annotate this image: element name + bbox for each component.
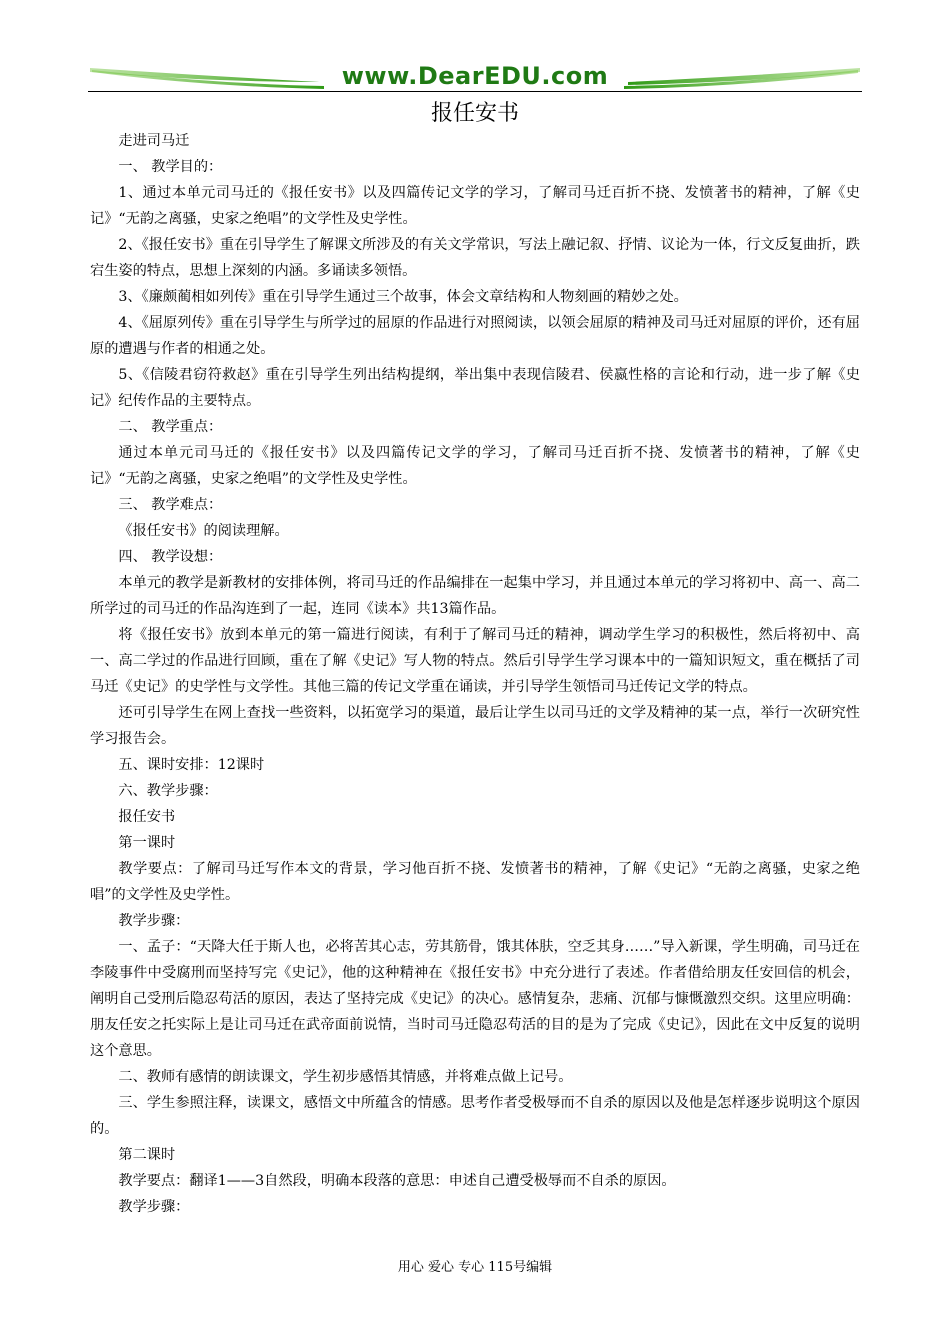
paragraph: 走进司马迁 xyxy=(118,133,190,149)
site-header xyxy=(88,58,862,98)
paragraph: 教学要点：翻译1——3自然段，明确本段落的意思：申述自己遭受极辱而不自杀的原因。 xyxy=(118,1173,676,1189)
paragraph: 1、通过本单元司马迁的《报任安书》以及四篇传记文学的学习，了解司马迁百折不挠、发愤著书的精神，了解《史记》“无韵之离骚，史家之绝唱”的文学性及史学性。 xyxy=(90,185,860,227)
paragraph: 5、《信陵君窃符救赵》重在引导学生列出结构提纲，举出集中表现信陵君、侯嬴性格的言论和行动，进一步了解《史记》纪传作品的主要特点。 xyxy=(90,367,860,409)
paragraph: 第一课时 xyxy=(118,835,176,851)
page-footer: 用心 爱心 专心 115号编辑 xyxy=(397,1260,553,1275)
paragraph: 六、教学步骤： xyxy=(118,783,218,799)
paragraph: 二、教师有感情的朗读课文，学生初步感悟其情感，并将难点做上记号。 xyxy=(118,1069,573,1085)
paragraph: 教学步骤： xyxy=(118,913,190,929)
header-divider xyxy=(88,91,862,92)
paragraph: 一、 教学目的： xyxy=(118,159,223,175)
document-title: 报任安书 xyxy=(430,101,519,126)
paragraph: 第二课时 xyxy=(118,1147,176,1163)
paragraph: 3、《廉颇蔺相如列传》重在引导学生通过三个故事，体会文章结构和人物刻画的精妙之处。 xyxy=(118,289,688,305)
paragraph: 一、孟子：“天降大任于斯人也，必将苦其心志，劳其筋骨，饿其体肤，空乏其身……”导入新课，学生明确，司马迁在李陵事件中受腐刑而坚持写完《史记》，他的这种精神在《报任安书》中充分进行了表述。作者借给朋友任安回信的机会，阐明自己受刑后隐忍苟活的原因，表达了坚持完成《史记》的决心。感情复杂，悲痛、沉郁与慷慨激烈交织。这里应明确：朋友任安之托实际上是让司马迁在武帝面前说情，当时司马迁隐忍苟活的目的是为了完成《史记》，因此在文中反复的说明这个意思。 xyxy=(90,939,860,1059)
paragraph: 将《报任安书》放到本单元的第一篇进行阅读，有利于了解司马迁的精神，调动学生学习的积极性，然后将初中、高一、高二学过的作品进行回顾，重在了解《史记》写人物的特点。然后引导学生学习课本中的一篇知识短文，重在概括了司马迁《史记》的史学性与文学性。其他三篇的传记文学重在诵读，并引导学生领悟司马迁传记文学的特点。 xyxy=(90,627,860,695)
paragraph: 通过本单元司马迁的《报任安书》以及四篇传记文学的学习，了解司马迁百折不挠、发愤著书的精神，了解《史记》“无韵之离骚，史家之绝唱”的文学性及史学性。 xyxy=(90,445,860,487)
paragraph: 四、 教学设想： xyxy=(118,549,223,565)
paragraph: 报任安书 xyxy=(118,809,176,825)
paragraph: 4、《屈原列传》重在引导学生与所学过的屈原的作品进行对照阅读，以领会屈原的精神及司马迁对屈原的评价，还有屈原的遭遇与作者的相通之处。 xyxy=(90,315,860,357)
paragraph: 教学要点：了解司马迁写作本文的背景，学习他百折不挠、发愤著书的精神，了解《史记》“无韵之离骚，史家之绝唱”的文学性及史学性。 xyxy=(90,861,860,903)
paragraph: 本单元的教学是新教材的安排体例，将司马迁的作品编排在一起集中学习，并且通过本单元的学习将初中、高一、高二所学过的司马迁的作品沟连到了一起，连同《读本》共13篇作品。 xyxy=(90,575,860,617)
paragraph: 三、学生参照注释，读课文，感悟文中所蕴含的情感。思考作者受极辱而不自杀的原因以及他是怎样逐步说明这个原因的。 xyxy=(90,1095,860,1137)
paragraph: 《报任安书》的阅读理解。 xyxy=(118,523,289,539)
paragraph: 教学步骤： xyxy=(118,1199,190,1215)
paragraph: 还可引导学生在网上查找一些资料，以拓宽学习的渠道，最后让学生以司马迁的文学及精神的某一点，举行一次研究性学习报告会。 xyxy=(90,705,860,747)
paragraph: 二、 教学重点： xyxy=(118,419,223,435)
paragraph: 三、 教学难点： xyxy=(118,497,223,513)
paragraph: 五、课时安排：12课时 xyxy=(118,757,265,773)
paragraph: 2、《报任安书》重在引导学生了解课文所涉及的有关文学常识，写法上融记叙、抒情、议论为一体，行文反复曲折，跌宕生姿的特点，思想上深刻的内涵。多诵读多领悟。 xyxy=(90,237,860,279)
site-logo-text: www.DearEDU.com xyxy=(341,62,609,90)
document-body xyxy=(90,128,860,1220)
